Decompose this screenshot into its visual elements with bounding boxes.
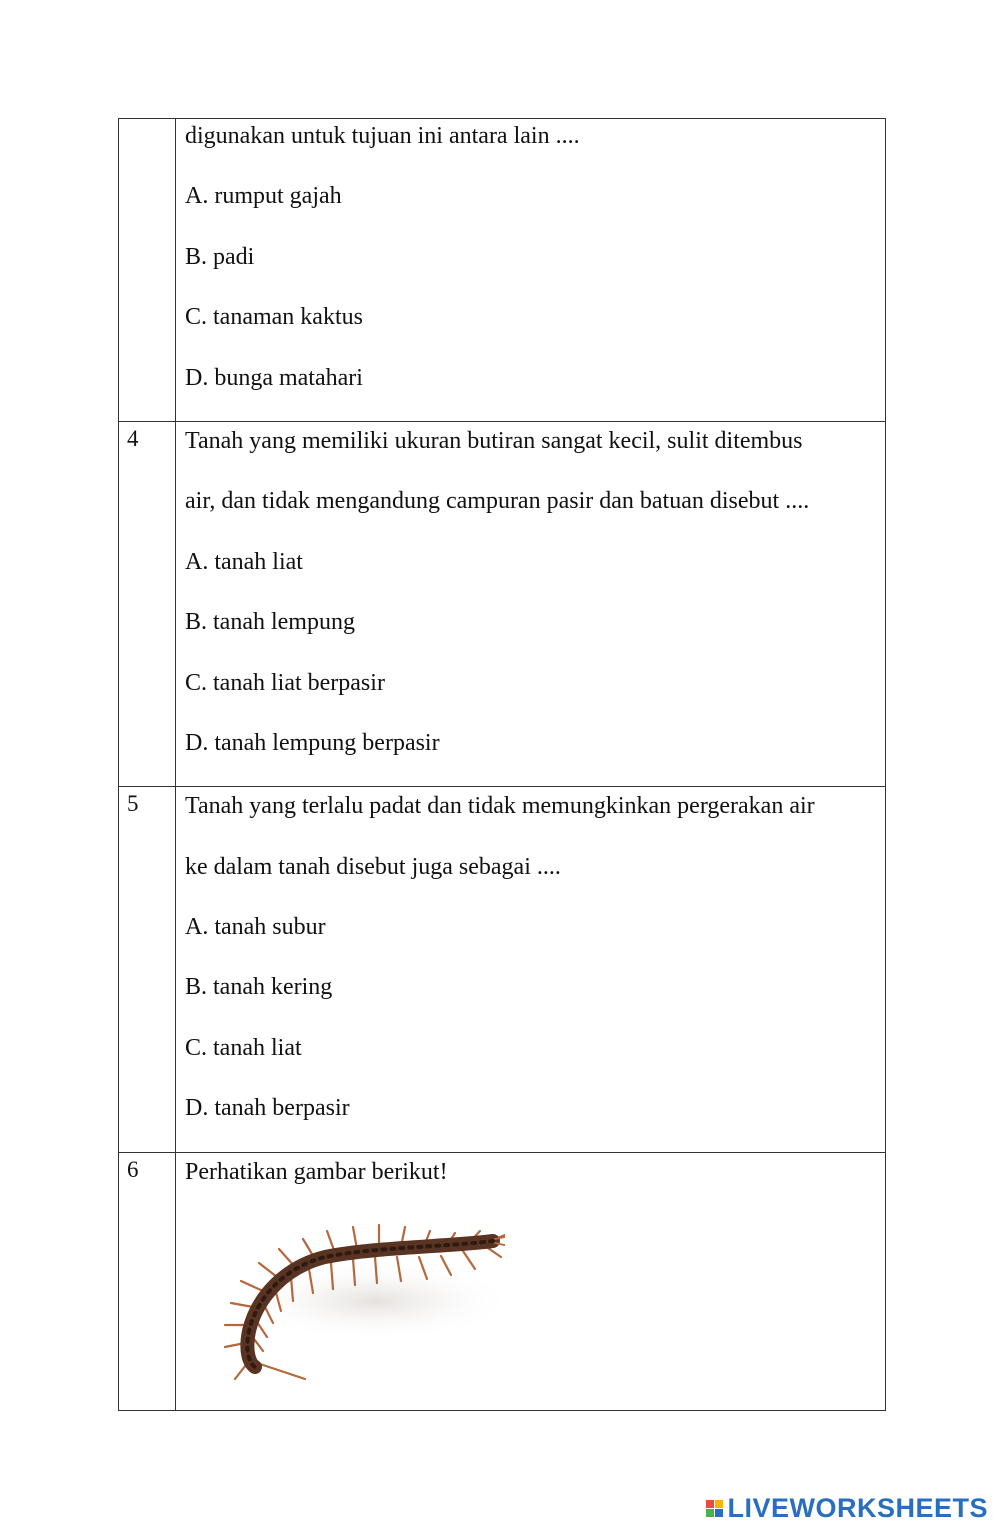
option-a: A. tanah subur <box>185 914 326 941</box>
question-number: 4 <box>119 421 176 786</box>
option-b: B. padi <box>185 243 255 270</box>
option-c: C. tanah liat <box>185 1034 302 1061</box>
question-text-line: Perhatikan gambar berikut! <box>185 1158 448 1185</box>
table-row <box>119 119 886 422</box>
logo-mark-icon <box>706 1500 723 1517</box>
question-number: 6 <box>119 1152 176 1410</box>
option-c: C. tanaman kaktus <box>185 304 363 331</box>
option-d: D. tanah lempung berpasir <box>185 729 440 756</box>
question-content <box>176 1152 886 1410</box>
table-row <box>119 787 886 1152</box>
option-c: C. tanah liat berpasir <box>185 669 385 696</box>
question-text-line: digunakan untuk tujuan ini antara lain .... <box>185 123 580 149</box>
centipede-icon <box>205 1211 505 1391</box>
option-a: A. tanah liat <box>185 548 303 575</box>
question-content <box>176 119 886 422</box>
table-row <box>119 1152 886 1410</box>
question-text-line: Tanah yang terlalu padat dan tidak memungkinkan pergerakan air <box>185 793 815 820</box>
question-table <box>118 118 886 1411</box>
brand-name: LIVEWORKSHEETS <box>727 1492 988 1523</box>
table-row <box>119 421 886 786</box>
question-text-line: air, dan tidak mengandung campuran pasir dan batuan disebut .... <box>185 488 810 515</box>
question-text-line: ke dalam tanah disebut juga sebagai .... <box>185 853 561 880</box>
question-content <box>176 787 886 1152</box>
liveworksheets-logo <box>706 1494 988 1522</box>
question-text-line: Tanah yang memiliki ukuran butiran sangat kecil, sulit ditembus <box>185 427 803 454</box>
option-d: D. tanah berpasir <box>185 1095 350 1122</box>
option-d: D. bunga matahari <box>185 364 363 391</box>
centipede-image <box>205 1211 505 1391</box>
question-number: 5 <box>119 787 176 1152</box>
option-b: B. tanah lempung <box>185 609 355 636</box>
option-b: B. tanah kering <box>185 974 333 1001</box>
question-content <box>176 421 886 786</box>
question-number <box>119 119 176 422</box>
option-a: A. rumput gajah <box>185 183 342 210</box>
